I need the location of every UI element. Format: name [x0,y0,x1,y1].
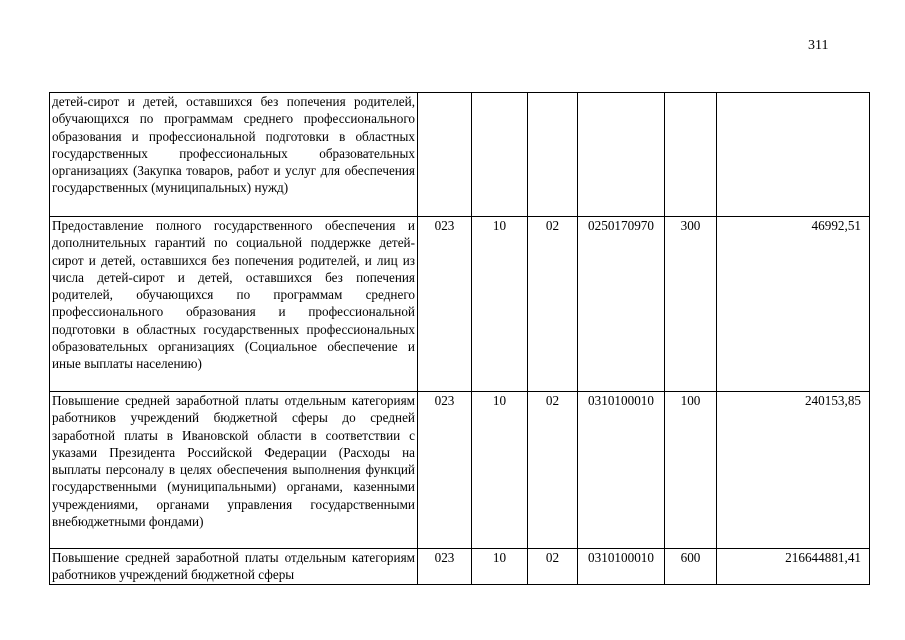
subsection-code [528,93,578,217]
section-code: 10 [472,549,528,585]
expense-type-code: 100 [665,392,717,549]
subsection-code: 02 [528,549,578,585]
ministry-code: 023 [418,549,472,585]
table-row [50,392,870,549]
ministry-code: 023 [418,217,472,392]
row-description: Повышение средней заработной платы отдельным категориям работников учреждений бюджетной сферы до средней заработной платы в Ивановской области в соответствии с указами Президента Российской Федерации (Расходы на выплаты персоналу в целях обеспечения выполнения функций государственными (муниципальными) органами, казенными учреждениями, органами управления государственными внебюджетными фондами) [50,392,418,549]
table-row [50,217,870,392]
table-row [50,93,870,217]
subsection-code: 02 [528,392,578,549]
target-article-code: 0250170970 [578,217,665,392]
subsection-code: 02 [528,217,578,392]
section-code: 10 [472,217,528,392]
page-number: 311 [808,38,829,53]
target-article-code: 0310100010 [578,392,665,549]
budget-table [49,92,870,585]
row-description: детей-сирот и детей, оставшихся без попечения родителей, обучающихся по программам среднего профессионального образования и профессиональной подготовки в областных государственных профессиональных образовательных организациях (Закупка товаров, работ и услуг для обеспечения государственных (муниципальных) нужд) [50,93,418,217]
expense-type-code: 300 [665,217,717,392]
row-description: Предоставление полного государственного обеспечения и дополнительных гарантий по социальной поддержке детей-сирот и детей, оставшихся без попечения родителей, и лиц из числа детей-сирот и детей, оставшихся без попечения родителей, обучающихся по программам среднего профессионального образования и профессиональной подготовки в областных государственных профессиональных образовательных организациях (Социальное обеспечение и иные выплаты населению) [50,217,418,392]
amount [717,93,870,217]
ministry-code: 023 [418,392,472,549]
amount: 240153,85 [717,392,870,549]
table-row [50,549,870,585]
target-article-code [578,93,665,217]
amount: 216644881,41 [717,549,870,585]
target-article-code: 0310100010 [578,549,665,585]
section-code: 10 [472,392,528,549]
row-description: Повышение средней заработной платы отдельным категориям работников учреждений бюджетной сферы [50,549,418,585]
expense-type-code [665,93,717,217]
amount: 46992,51 [717,217,870,392]
ministry-code [418,93,472,217]
section-code [472,93,528,217]
expense-type-code: 600 [665,549,717,585]
